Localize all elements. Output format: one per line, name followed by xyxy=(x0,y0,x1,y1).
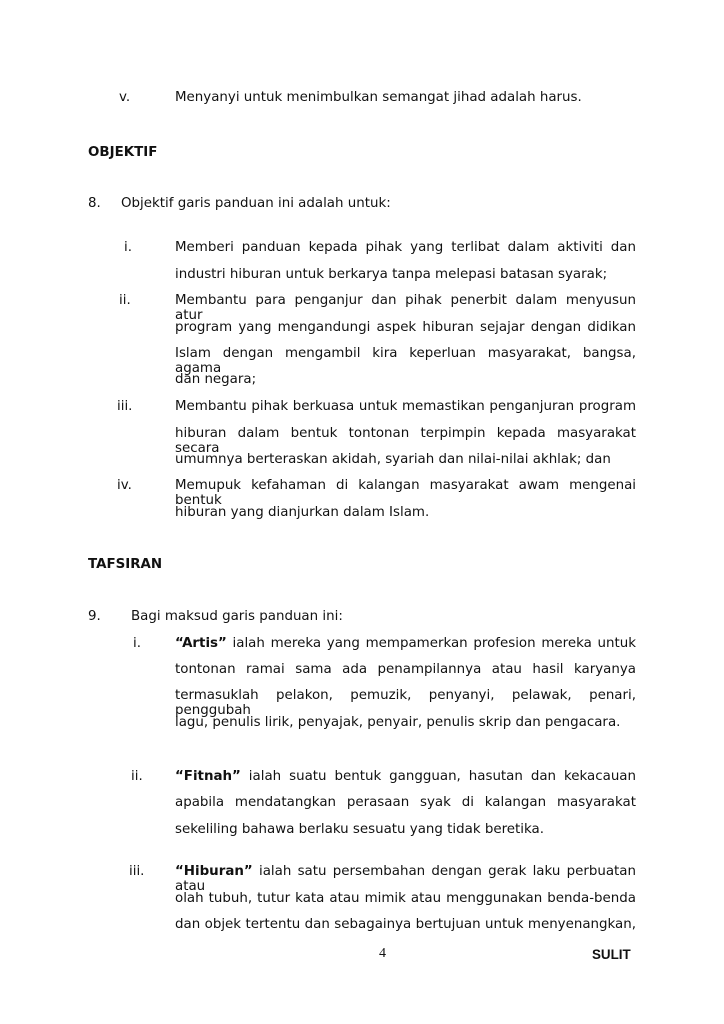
paragraph-number: 9. xyxy=(88,609,101,624)
list-number: iii. xyxy=(117,399,133,414)
list-item-line: hiburan dalam bentuk tontonan terpimpin kepada masyarakat secara xyxy=(175,426,636,456)
list-item-line: Memberi panduan kepada pihak yang terlibat dalam aktiviti dan xyxy=(175,240,636,255)
list-item-line: Membantu pihak berkuasa untuk memastikan penganjuran program xyxy=(175,399,636,414)
defined-term: “Hiburan” xyxy=(175,864,253,879)
definition-text: ialah suatu bentuk gangguan, hasutan dan kekacauan xyxy=(240,769,636,784)
definition-line: apabila mendatangkan perasaan syak di kalangan masyarakat xyxy=(175,795,636,810)
definition-line: tontonan ramai sama ada penampilannya atau hasil karyanya xyxy=(175,662,636,677)
paragraph-intro: Bagi maksud garis panduan ini: xyxy=(131,609,343,624)
section-heading-tafsiran: TAFSIRAN xyxy=(88,557,163,572)
list-item-line: umumnya berteraskan akidah, syariah dan nilai-nilai akhlak; dan xyxy=(175,452,611,467)
list-number: iii. xyxy=(129,864,145,879)
list-number: i. xyxy=(124,240,132,255)
page-number: 4 xyxy=(379,946,386,961)
list-item-line: industri hiburan untuk berkarya tanpa melepasi batasan syarak; xyxy=(175,267,608,282)
section-heading-objektif: OBJEKTIF xyxy=(88,145,158,160)
list-number: v. xyxy=(119,90,131,105)
list-item-line: dan negara; xyxy=(175,372,257,387)
definition-line: dan objek tertentu dan sebagainya bertujuan untuk menyenangkan, xyxy=(175,917,636,932)
list-item-line: Islam dengan mengambil kira keperluan masyarakat, bangsa, agama xyxy=(175,346,636,376)
definition-first-line xyxy=(175,864,636,894)
paragraph-intro: Objektif garis panduan ini adalah untuk: xyxy=(121,196,391,211)
definition-line: lagu, penulis lirik, penyajak, penyair, penulis skrip dan pengacara. xyxy=(175,715,621,730)
defined-term: “Artis” xyxy=(175,636,227,651)
defined-term: “Fitnah” xyxy=(175,769,241,784)
definition-line: termasuklah pelakon, pemuzik, penyanyi, pelawak, penari, penggubah xyxy=(175,688,636,718)
list-number: ii. xyxy=(119,293,131,308)
definition-text: ialah satu persembahan dengan gerak laku perbuatan atau xyxy=(175,864,636,894)
definition-line: sekeliling bahawa berlaku sesuatu yang tidak beretika. xyxy=(175,822,544,837)
paragraph-number: 8. xyxy=(88,196,101,211)
list-number: i. xyxy=(133,636,141,651)
list-number: ii. xyxy=(131,769,143,784)
definition-text: ialah mereka yang mempamerkan profesion mereka untuk xyxy=(226,636,636,651)
list-number: iv. xyxy=(117,478,132,493)
definition-line: olah tubuh, tutur kata atau mimik atau menggunakan benda-benda xyxy=(175,891,636,906)
list-item-line: Memupuk kefahaman di kalangan masyarakat awam mengenai bentuk xyxy=(175,478,636,508)
list-item-line: hiburan yang dianjurkan dalam Islam. xyxy=(175,505,430,520)
definition-first-line xyxy=(175,769,636,784)
classification-mark: SULIT xyxy=(592,947,631,962)
list-item-line: Membantu para penganjur dan pihak penerbit dalam menyusun atur xyxy=(175,293,636,323)
definition-first-line xyxy=(175,636,636,651)
list-item-text: Menyanyi untuk menimbulkan semangat jihad adalah harus. xyxy=(175,90,582,105)
list-item-line: program yang mengandungi aspek hiburan sejajar dengan didikan xyxy=(175,320,636,335)
